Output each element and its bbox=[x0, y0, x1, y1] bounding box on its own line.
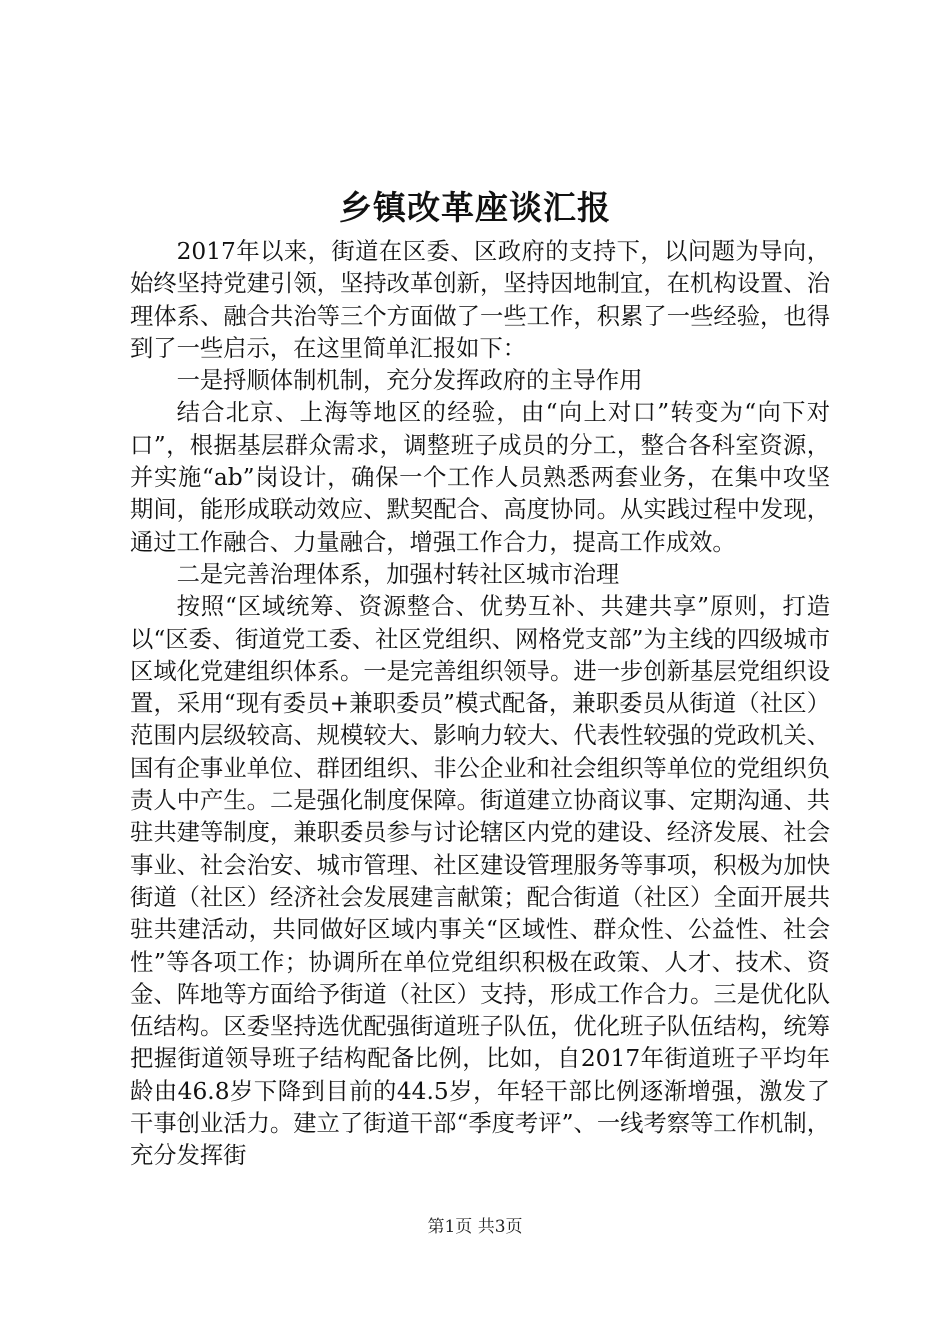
document-title: 乡镇改革座谈汇报 bbox=[339, 188, 611, 227]
page-number-footer: 第1页 共3页 bbox=[427, 1217, 523, 1237]
section-heading-1: 一是捋顺体制机制，充分发挥政府的主导作用 bbox=[176, 367, 643, 395]
document-body bbox=[130, 236, 830, 1173]
paragraph-section-1: 结合北京、上海等地区的经验，由“向上对口”转变为“向下对口”，根据基层群众需求，调整班子成员的分工，整合各科室资源，并实施“ab”岗设计，确保一个工作人员熟悉两套业务，在集中攻坚期间，能形成联动效应、默契配合、高度协同。从实践过程中发现，通过工作融合、力量融合，增强工作合力，提高工作成效。 bbox=[130, 399, 830, 556]
paragraph-section-2: 按照“区域统筹、资源整合、优势互补、共建共享”原则，打造以“区委、街道党工委、社区党组织、网格党支部”为主线的四级城市区域化党建组织体系。一是完善组织领导。进一步创新基层党组织设置，采用“现有委员+兼职委员”模式配备，兼职委员从街道（社区）范围内层级较高、规模较大、影响力较大、代表性较强的党政机关、国有企事业单位、群团组织、非公企业和社会组织等单位的党组织负责人中产生。二是强化制度保障。街道建立协商议事、定期沟通、共驻共建等制度，兼职委员参与讨论辖区内党的建设、经济发展、社会事业、社会治安、城市管理、社区建设管理服务等事项，积极为加快街道（社区）经济社会发展建言献策；配合街道（社区）全面开展共驻共建活动，共同做好区域内事关“区域性、群众性、公益性、社会性”等各项工作；协调所在单位党组织积极在政策、人才、技术、资金、阵地等方面给予街道（社区）支持，形成工作合力。三是优化队伍结构。区委坚持选优配强街道班子队伍，优化班子队伍结构，统筹把握街道领导班子结构配备比例，比如，自2017年街道班子平均年龄由46.8岁下降到目前的44.5岁，年轻干部比例逐渐增强，激发了干事创业活力。建立了街道干部“季度考评”、一线考察等工作机制，充分发挥街 bbox=[130, 593, 830, 1170]
paragraph-intro: 2017年以来，街道在区委、区政府的支持下，以问题为导向，始终坚持党建引领，坚持改革创新，坚持因地制宜，在机构设置、治理体系、融合共治等三个方面做了一些工作，积累了一些经验，也得到了一些启示，在这里简单汇报如下： bbox=[130, 238, 830, 362]
section-heading-2: 二是完善治理体系，加强村转社区城市治理 bbox=[176, 560, 620, 588]
